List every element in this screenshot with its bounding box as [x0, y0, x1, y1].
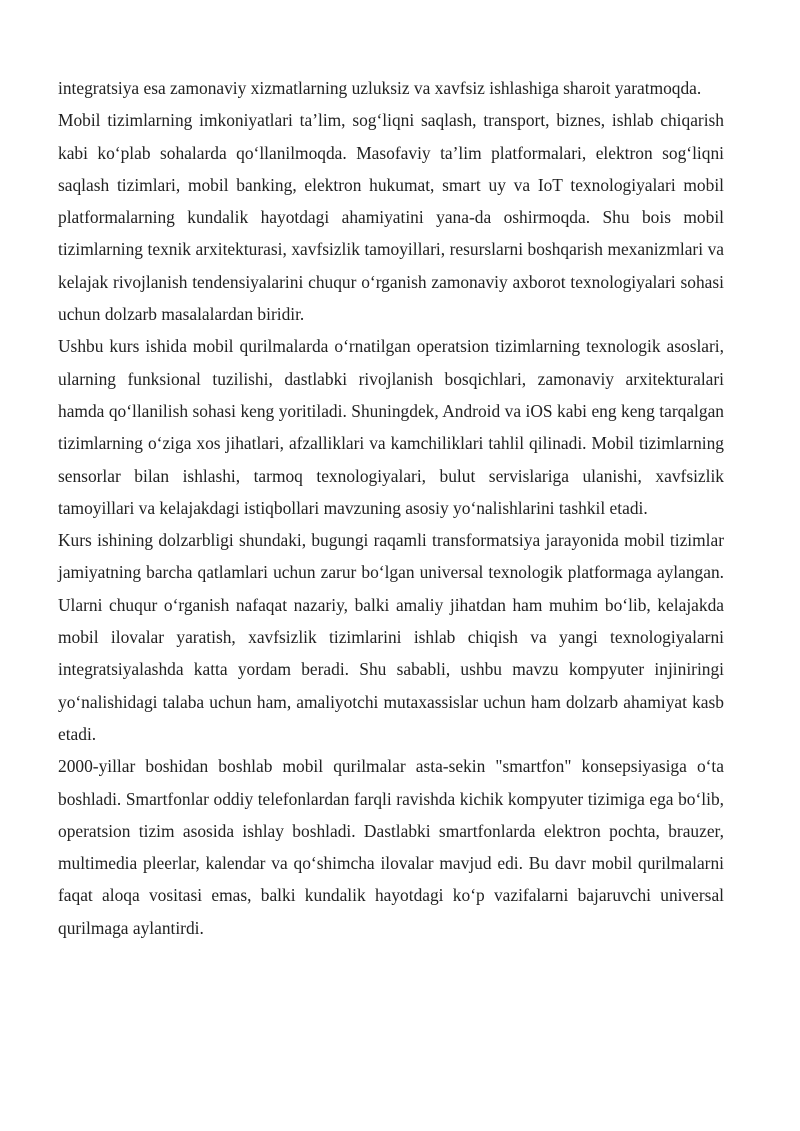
paragraph-relevance: Kurs ishining dolzarbligi shundaki, bugungi raqamli transformatsiya jarayonida mobil tizimlar jamiyatning barcha qatlamlari uchun zarur bo‘lgan universal texnologik platformaga aylangan. Ularni chuqur o‘rganish nafaqat nazariy, balki amaliy jihatdan ham muhim bo‘lib, kelajakda mobil ilovalar yaratish, xavfsizlik tizimlarini ishlab chiqish va yangi texnologiyalarni integratsiyalashda katta yordam beradi. Shu sababli, ushbu mavzu kompyuter injiniringi yo‘nalishidagi talaba uchun ham, amaliyotchi mutaxassislar uchun ham dolzarb ahamiyat kasb etadi. — [58, 530, 724, 744]
document-page — [58, 72, 724, 944]
paragraph-course-scope: Ushbu kurs ishida mobil qurilmalarda o‘rnatilgan operatsion tizimlarning texnologik asoslari, ularning funksional tuzilishi, dastlabki rivojlanish bosqichlari, zamonaviy arxitekturalari hamda qo‘llanilish sohasi keng yoritiladi. Shuningdek, Android va iOS kabi eng keng tarqalgan tizimlarning o‘ziga xos jihatlari, afzalliklari va kamchiliklari tahlil qilinadi. Mobil tizimlarning sensorlar bilan ishlashi, tarmoq texnologiyalari, bulut servislariga ulanishi, xavfsizlik tamoyillari va kelajakdagi istiqbollari mavzuning asosiy yo‘nalishlarini tashkil etadi. — [58, 336, 724, 518]
paragraph-integration-continuation: integratsiya esa zamonaviy xizmatlarning uzluksiz va xavfsiz ishlashiga sharoit yaratmoqda. — [58, 78, 702, 98]
paragraph-smartphone-history: 2000-yillar boshidan boshlab mobil qurilmalar asta-sekin "smartfon" konsepsiyasiga o‘ta boshladi. Smartfonlar oddiy telefonlardan farqli ravishda kichik kompyuter tizimiga ega bo‘lib, operatsion tizim asosida ishlay boshladi. Dastlabki smartfonlarda elektron pochta, brauzer, multimedia pleerlar, kalendar va qo‘shimcha ilovalar mavjud edi. Bu davr mobil qurilmalarni faqat aloqa vositasi emas, balki kundalik hayotdagi ko‘p vazifalarni bajaruvchi universal qurilmaga aylantirdi. — [58, 756, 724, 938]
paragraph-mobile-capabilities: Mobil tizimlarning imkoniyatlari ta’lim, sog‘liqni saqlash, transport, biznes, ishlab chiqarish kabi ko‘plab sohalarda qo‘llanilmoqda. Masofaviy ta’lim platformalari, elektron sog‘liqni saqlash tizimlari, mobil banking, elektron hukumat, smart uy va IoT texnologiyalari mobil platformalarning kundalik hayotdagi ahamiyatini yana-da oshirmoqda. Shu bois mobil tizimlarning texnik arxitekturasi, xavfsizlik tamoyillari, resurslarni boshqarish mexanizmlari va kelajak rivojlanish tendensiyalarini chuqur o‘rganish zamonaviy axborot texnologiyalari sohasi uchun dolzarb masalalardan biridir. — [58, 110, 724, 325]
